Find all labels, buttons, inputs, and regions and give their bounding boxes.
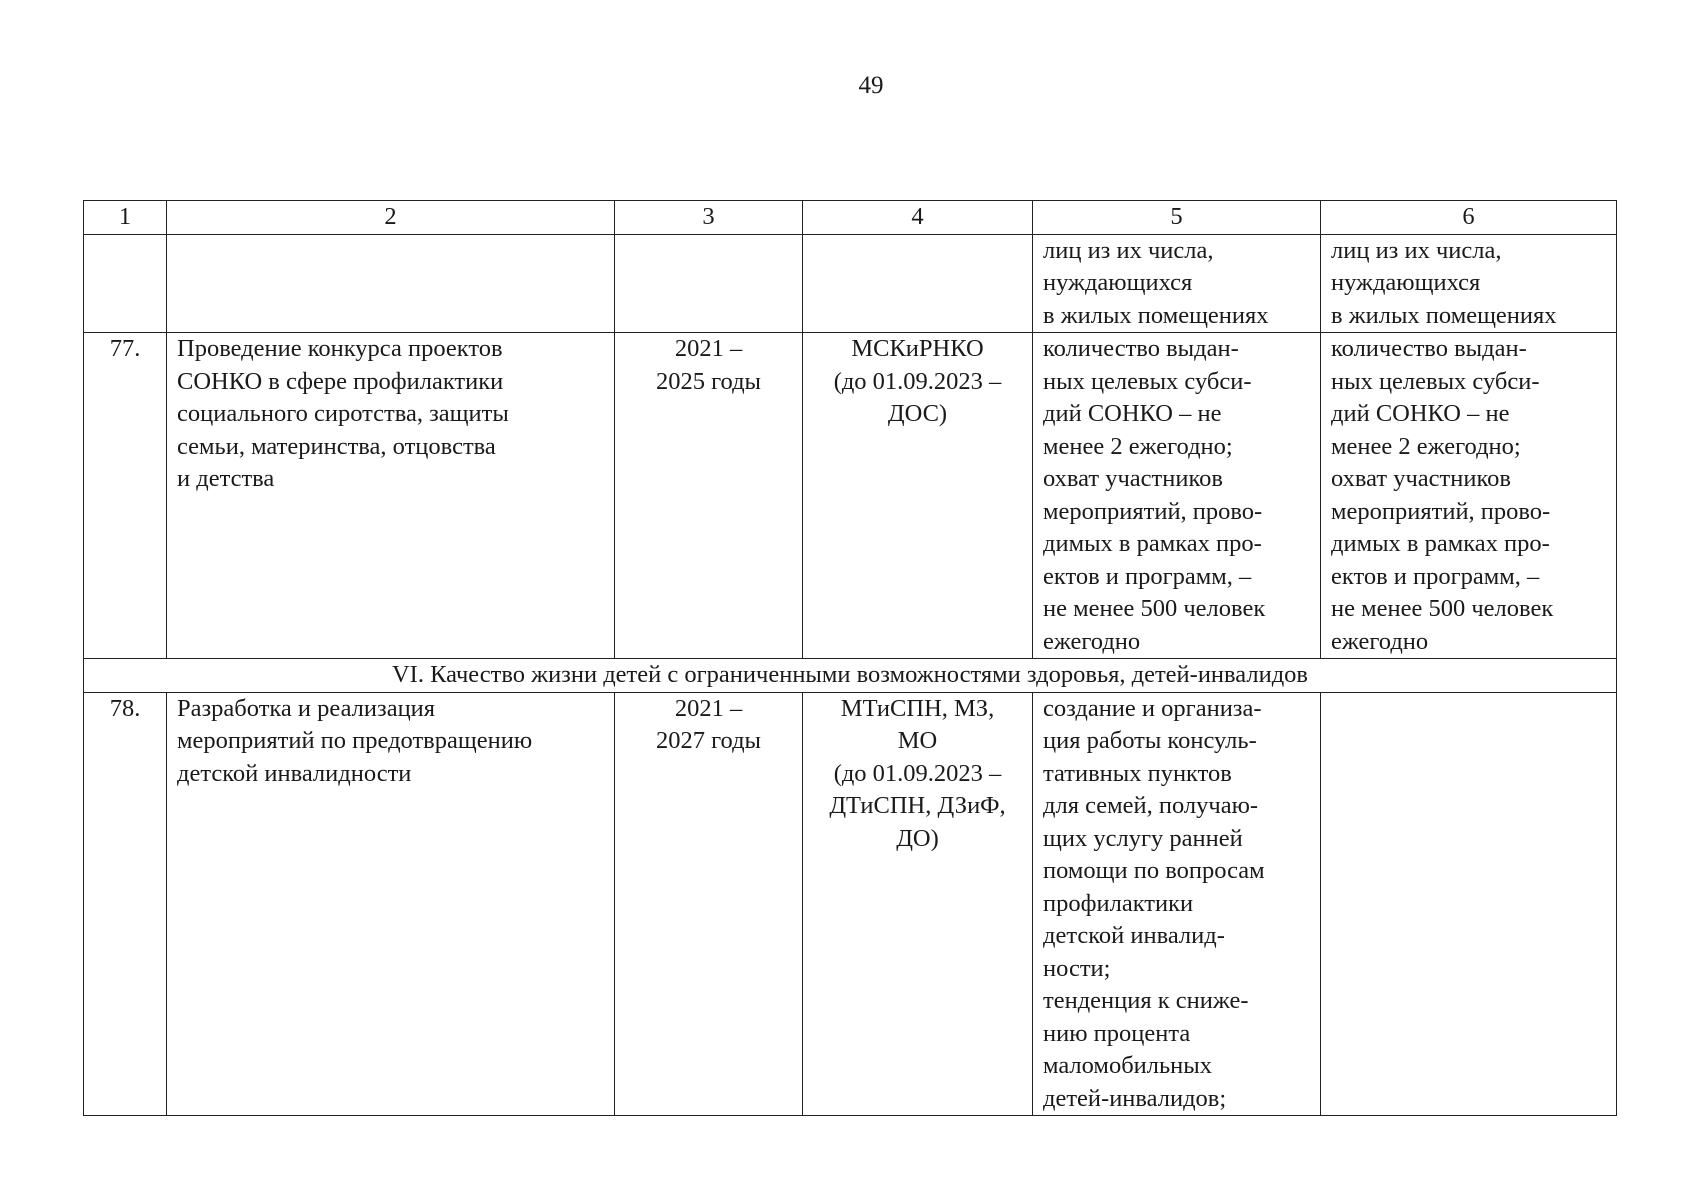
header-col-6: 6 (1321, 201, 1617, 235)
header-col-2: 2 (167, 201, 615, 235)
cell-result: лиц из их числа, нуждающихся в жилых помещениях (1321, 234, 1617, 333)
page-number: 49 (858, 72, 884, 99)
table-row-77 (84, 333, 1617, 659)
cell-empty (167, 234, 615, 333)
cell-row-number: 78. (84, 692, 167, 1116)
table-row-78 (84, 692, 1617, 1116)
cell-result: количество выдан- ных целевых субси- дий СОНКО – не менее 2 ежегодно; охват участников мероприятий, прово- димых в рамках про- ектов и программ, – не менее 500 человек ежегодно (1321, 333, 1617, 659)
cell-empty (803, 234, 1033, 333)
header-col-5: 5 (1033, 201, 1321, 235)
header-col-3: 3 (615, 201, 803, 235)
cell-result (1321, 692, 1617, 1116)
cell-indicator: создание и организа- ция работы консуль- тативных пунктов для семей, получаю- щих услугу ранней помощи по вопросам профилактики детской инвалид- ности; тенденция к сниже- нию процента маломобильных детей-инвалидов; (1033, 692, 1321, 1116)
header-col-1: 1 (84, 201, 167, 235)
table-row-continuation (84, 234, 1617, 333)
header-col-4: 4 (803, 201, 1033, 235)
cell-indicator: количество выдан- ных целевых субси- дий СОНКО – не менее 2 ежегодно; охват участников мероприятий, прово- димых в рамках про- ектов и программ, – не менее 500 человек ежегодно (1033, 333, 1321, 659)
table-header-row (84, 201, 1617, 235)
cell-executor: МСКиРНКО (до 01.09.2023 – ДОС) (803, 333, 1033, 659)
cell-indicator: лиц из их числа, нуждающихся в жилых помещениях (1033, 234, 1321, 333)
section-heading-row (84, 659, 1617, 693)
cell-empty (84, 234, 167, 333)
cell-empty (615, 234, 803, 333)
cell-period: 2021 – 2027 годы (615, 692, 803, 1116)
measures-table (83, 200, 1617, 1116)
cell-row-number: 77. (84, 333, 167, 659)
cell-executor: МТиСПН, МЗ, МО (до 01.09.2023 – ДТиСПН, ДЗиФ, ДО) (803, 692, 1033, 1116)
cell-measure: Разработка и реализация мероприятий по предотвращению детской инвалидности (167, 692, 615, 1116)
section-heading: VI. Качество жизни детей с ограниченными возможностями здоровья, детей-инвалидов (84, 659, 1617, 693)
cell-measure: Проведение конкурса проектов СОНКО в сфере профилактики социального сиротства, защиты семьи, материнства, отцовства и детства (167, 333, 615, 659)
cell-period: 2021 – 2025 годы (615, 333, 803, 659)
